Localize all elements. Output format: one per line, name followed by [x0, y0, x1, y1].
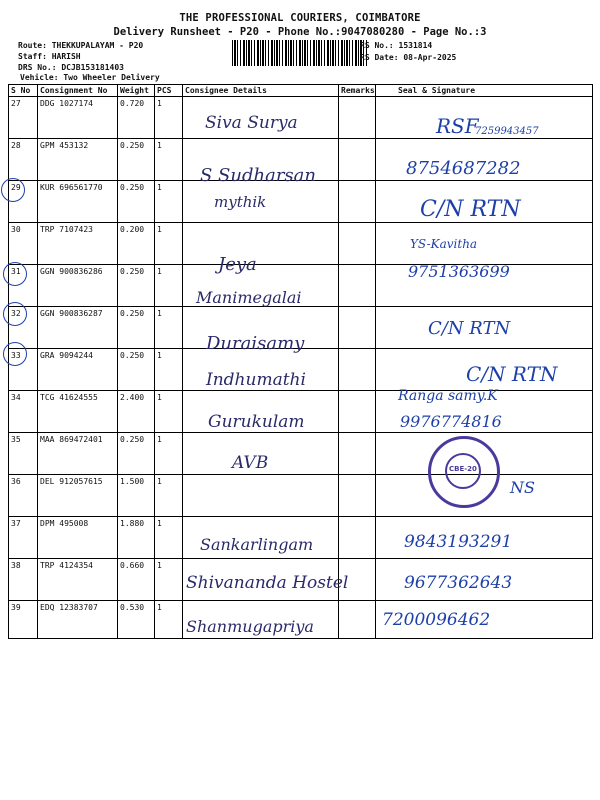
row-pcs: 1	[155, 181, 183, 223]
row-weight: 2.400	[118, 391, 155, 433]
row-weight: 0.250	[118, 349, 155, 391]
row-31-circle-mark	[3, 262, 27, 286]
row-consignment-no: DPM 495008	[38, 517, 118, 559]
handwritten-receiver-name: Ranga samy.K	[398, 388, 498, 404]
row-remarks	[339, 349, 376, 391]
handwritten-signature: 9976774816	[400, 412, 502, 431]
row-remarks	[339, 433, 376, 475]
row-weight: 0.250	[118, 181, 155, 223]
row-consignment-no: GRA 9094244	[38, 349, 118, 391]
col-seal-signature: Seal & Signature	[376, 85, 593, 97]
row-weight: 0.200	[118, 223, 155, 265]
row-remarks	[339, 223, 376, 265]
handwritten-consignee-name: S Sudharsan	[200, 165, 316, 186]
row-consignment-no: GGN 900836286	[38, 265, 118, 307]
handwritten-consignee-name: Siva Surya	[205, 113, 298, 133]
table-row	[9, 475, 593, 517]
row-pcs: 1	[155, 349, 183, 391]
row-seal-signature	[376, 223, 593, 265]
row-remarks	[339, 517, 376, 559]
drs-label: DRS No.: DCJB153181403	[18, 63, 124, 72]
handwritten-signature: 9677362643	[404, 573, 513, 593]
handwritten-signature: 9843193291	[404, 532, 513, 552]
col-sno: S No	[9, 85, 38, 97]
row-consignee-details	[183, 475, 339, 517]
company-title: THE PROFESSIONAL COURIERS, COIMBATORE	[179, 12, 421, 24]
handwritten-consignee-name: mythik	[214, 193, 267, 211]
row-remarks	[339, 601, 376, 639]
row-sno: 28	[9, 139, 38, 181]
row-pcs: 1	[155, 97, 183, 139]
row-consignment-no: TRP 7107423	[38, 223, 118, 265]
handwritten-consignee-name: Manimegalai	[196, 288, 302, 307]
handwritten-signature: C/N RTN	[420, 197, 521, 222]
col-pcs: PCS	[155, 85, 183, 97]
handwritten-consignee-name: Shanmugapriya	[186, 617, 314, 636]
row-29-circle-mark	[1, 178, 25, 202]
handwritten-signature: 8754687282	[406, 158, 521, 179]
row-sno: 36	[9, 475, 38, 517]
row-pcs: 1	[155, 139, 183, 181]
table-row	[9, 433, 593, 475]
row-pcs: 1	[155, 391, 183, 433]
row-sno: 39	[9, 601, 38, 639]
row-consignment-no: DDG 1027174	[38, 97, 118, 139]
row-sno: 30	[9, 223, 38, 265]
row-weight: 0.250	[118, 433, 155, 475]
row-sno: 38	[9, 559, 38, 601]
row-remarks	[339, 181, 376, 223]
row-weight: 1.880	[118, 517, 155, 559]
table-header-row	[9, 85, 593, 97]
vehicle-label: Vehicle: Two Wheeler Delivery	[20, 73, 160, 82]
runsheet-subtitle: Delivery Runsheet - P20 - Phone No.:9047080280 - Page No.:3	[113, 26, 487, 38]
row-32-circle-mark	[3, 302, 27, 326]
row-pcs: 1	[155, 433, 183, 475]
row-sno: 33	[9, 349, 38, 391]
handwritten-consignee-name: Shivananda Hostel	[186, 573, 349, 593]
row-33-circle-mark	[3, 342, 27, 366]
handwritten-consignee-name: AVB	[232, 453, 269, 473]
handwritten-signature: 9751363699	[408, 262, 510, 281]
route-label: Route: THEKKUPALAYAM - P20	[18, 41, 144, 50]
row-remarks	[339, 265, 376, 307]
row-remarks	[339, 97, 376, 139]
staff-label: Staff: HARISH	[18, 52, 81, 61]
row-consignment-no: TCG 41624555	[38, 391, 118, 433]
row-sno: 29	[9, 181, 38, 223]
row-consignment-no: KUR 696561770	[38, 181, 118, 223]
row-weight: 0.250	[118, 307, 155, 349]
row-sno: 32	[9, 307, 38, 349]
handwritten-signature: YS-Kavitha	[410, 237, 478, 251]
col-consignee: Consignee Details	[183, 85, 339, 97]
handwritten-consignee-name: Indhumathi	[206, 370, 306, 390]
row-weight: 0.720	[118, 97, 155, 139]
row-weight: 0.530	[118, 601, 155, 639]
handwritten-signature: C/N RTN	[466, 362, 558, 386]
row-consignment-no: DEL 912057615	[38, 475, 118, 517]
row-consignment-no: EDQ 12383707	[38, 601, 118, 639]
row-sno: 31	[9, 265, 38, 307]
row-consignee-details	[183, 223, 339, 265]
row-consignment-no: GGN 900836287	[38, 307, 118, 349]
row-remarks	[339, 307, 376, 349]
handwritten-consignee-name: Jeya	[218, 254, 257, 275]
row-weight: 0.250	[118, 265, 155, 307]
handwritten-consignee-name: Sankarlingam	[200, 535, 314, 554]
barcode	[232, 40, 368, 66]
handwritten-consignee-name: Gurukulam	[208, 412, 305, 432]
handwritten-signature: C/N RTN	[428, 318, 511, 339]
handwritten-consignee-name: Duraisamy	[206, 333, 305, 354]
row-pcs: 1	[155, 307, 183, 349]
row-sno: 37	[9, 517, 38, 559]
col-weight: Weight	[118, 85, 155, 97]
row-consignment-no: GPM 453132	[38, 139, 118, 181]
row-consignment-no: TRP 4124354	[38, 559, 118, 601]
row-remarks	[339, 391, 376, 433]
row-sno: 27	[9, 97, 38, 139]
company-seal-stamp: CBE-20	[428, 436, 500, 508]
row-weight: 1.500	[118, 475, 155, 517]
row-pcs: 1	[155, 559, 183, 601]
rs-number: RS No.: 1531814	[360, 41, 433, 50]
row-weight: 0.660	[118, 559, 155, 601]
row-sno: 35	[9, 433, 38, 475]
row-sno: 34	[9, 391, 38, 433]
handwritten-signature-initials: NS	[510, 478, 535, 497]
row-pcs: 1	[155, 265, 183, 307]
col-remarks: Remarks	[339, 85, 376, 97]
row-pcs: 1	[155, 223, 183, 265]
row-consignment-no: MAA 869472401	[38, 433, 118, 475]
row-pcs: 1	[155, 601, 183, 639]
handwritten-signature-initials: RSF	[436, 114, 479, 138]
rs-date: RS Date: 08-Apr-2025	[360, 53, 457, 62]
row-pcs: 1	[155, 475, 183, 517]
handwritten-signature: 7259943457	[475, 126, 539, 137]
row-remarks	[339, 139, 376, 181]
row-weight: 0.250	[118, 139, 155, 181]
table-row	[9, 223, 593, 265]
row-pcs: 1	[155, 517, 183, 559]
handwritten-signature: 7200096462	[382, 610, 491, 630]
row-remarks	[339, 475, 376, 517]
col-consignment: Consignment No	[38, 85, 118, 97]
